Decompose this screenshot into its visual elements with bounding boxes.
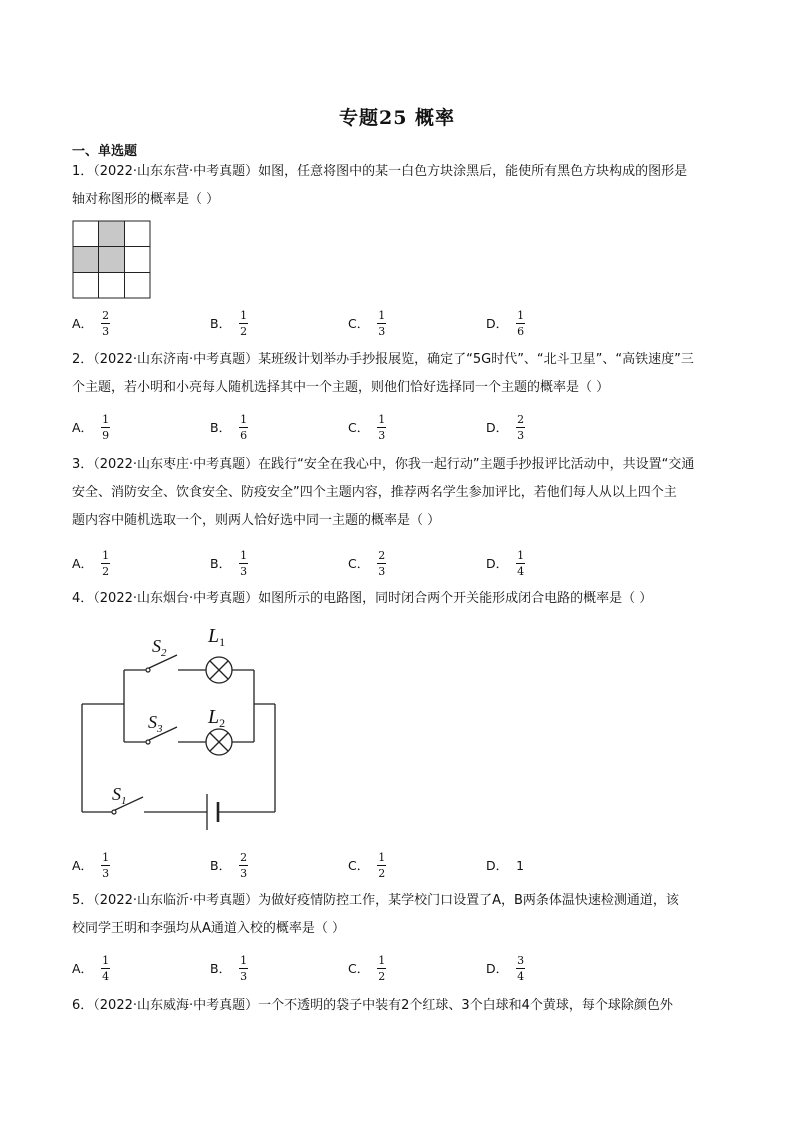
choice-b[interactable]: B． $\frac{1}{2}$	[210, 308, 248, 338]
choice-b[interactable]: B． $\frac{2}{3}$	[210, 850, 248, 880]
grid-shaded-cell	[98, 247, 124, 273]
choice-a[interactable]: A． $\frac{1}{9}$	[72, 412, 110, 442]
question-text: 5．（2022·山东临沂·中考真题）为做好疫情防控工作，某学校门口设置了A，B两条体温快速检测通道，该	[72, 893, 679, 908]
choices-q1	[72, 306, 732, 340]
choice-c[interactable]: C． $\frac{1}{3}$	[348, 308, 386, 338]
grid-figure	[72, 220, 152, 300]
question-4	[72, 585, 727, 613]
choices-q4	[72, 848, 732, 882]
question-2	[72, 346, 727, 402]
choices-q2	[72, 410, 732, 444]
question-text: 2．（2022·山东济南·中考真题）某班级计划举办手抄报展览，确定了“5G时代”、“北斗卫星”、“高铁速度”三	[72, 352, 694, 367]
choice-d[interactable]: D． $\frac{1}{4}$	[486, 548, 525, 578]
choice-b[interactable]: B． $\frac{1}{3}$	[210, 548, 248, 578]
grid-shaded-cell	[73, 247, 99, 273]
circuit-wires	[82, 655, 275, 830]
choice-c[interactable]: C． $\frac{1}{2}$	[348, 850, 386, 880]
choice-c[interactable]: C． $\frac{1}{3}$	[348, 412, 386, 442]
question-text: 安全、消防安全、饮食安全、防疫安全”四个主题内容，推荐两名学生参加评比，若他们每人从以上四个主	[72, 485, 677, 500]
choice-a[interactable]: A． $\frac{1}{4}$	[72, 953, 110, 983]
choices-q3	[72, 546, 732, 580]
question-5	[72, 887, 727, 943]
choice-b[interactable]: B． $\frac{1}{6}$	[210, 412, 248, 442]
choice-d[interactable]: D． $\frac{2}{3}$	[486, 412, 525, 442]
choices-q5	[72, 951, 732, 985]
choice-a[interactable]: A． $\frac{1}{2}$	[72, 548, 110, 578]
question-text: 1．（2022·山东东营·中考真题）如图，任意将图中的某一白色方块涂黑后，能使所有黑色方块构成的图形是	[72, 164, 688, 179]
switch-contact	[112, 810, 116, 814]
question-text: 校同学王明和李强均从A通道入校的概率是（ ）	[72, 921, 346, 936]
page-title: 专题25 概率	[338, 107, 456, 129]
lamp-l2-icon	[206, 729, 232, 755]
switch-contact	[146, 740, 150, 744]
question-text: 个主题，若小明和小亮每人随机选择其中一个主题，则他们恰好选择同一个主题的概率是（ ）	[72, 380, 610, 395]
section-heading: 一、单选题	[72, 144, 138, 159]
question-text: 4．（2022·山东烟台·中考真题）如图所示的电路图，同时闭合两个开关能形成闭合电路的概率是（ ）	[72, 591, 653, 606]
switch-contact	[146, 668, 150, 672]
question-1	[72, 158, 727, 214]
lamp-l2-label: $L_2$	[208, 706, 226, 730]
choice-a[interactable]: A． $\frac{1}{3}$	[72, 850, 110, 880]
choice-c[interactable]: C． $\frac{2}{3}$	[348, 548, 386, 578]
choice-b[interactable]: B． $\frac{1}{3}$	[210, 953, 248, 983]
lamp-l1-icon	[206, 657, 232, 683]
question-text: 6．（2022·山东威海·中考真题）一个不透明的袋子中装有2个红球、3个白球和4个黄球，每个球除颜色外	[72, 998, 673, 1013]
choice-d[interactable]: D． $\frac{1}{6}$	[486, 308, 525, 338]
switch-s3-label: $S_3$	[148, 712, 163, 735]
choice-a[interactable]: A． $\frac{2}{3}$	[72, 308, 110, 338]
question-3	[72, 451, 727, 535]
switch-s1-label: $S_1$	[112, 784, 127, 807]
grid-shaded-cell	[98, 221, 124, 247]
question-text: 题内容中随机选取一个，则两人恰好选中同一主题的概率是（ ）	[72, 513, 441, 528]
choice-c[interactable]: C． $\frac{1}{2}$	[348, 953, 386, 983]
question-6	[72, 992, 727, 1020]
switch-s2-label: $S_2$	[152, 636, 167, 659]
question-text: 3．（2022·山东枣庄·中考真题）在践行“安全在我心中，你我一起行动”主题手抄报评比活动中，共设置“交通	[72, 457, 695, 472]
choice-d[interactable]: D． $\frac{3}{4}$	[486, 953, 525, 983]
circuit-diagram	[72, 622, 292, 834]
question-text: 轴对称图形的概率是（ ）	[72, 192, 220, 207]
choice-d[interactable]: D． 1	[486, 857, 525, 873]
lamp-l1-label: $L_1$	[208, 625, 226, 649]
